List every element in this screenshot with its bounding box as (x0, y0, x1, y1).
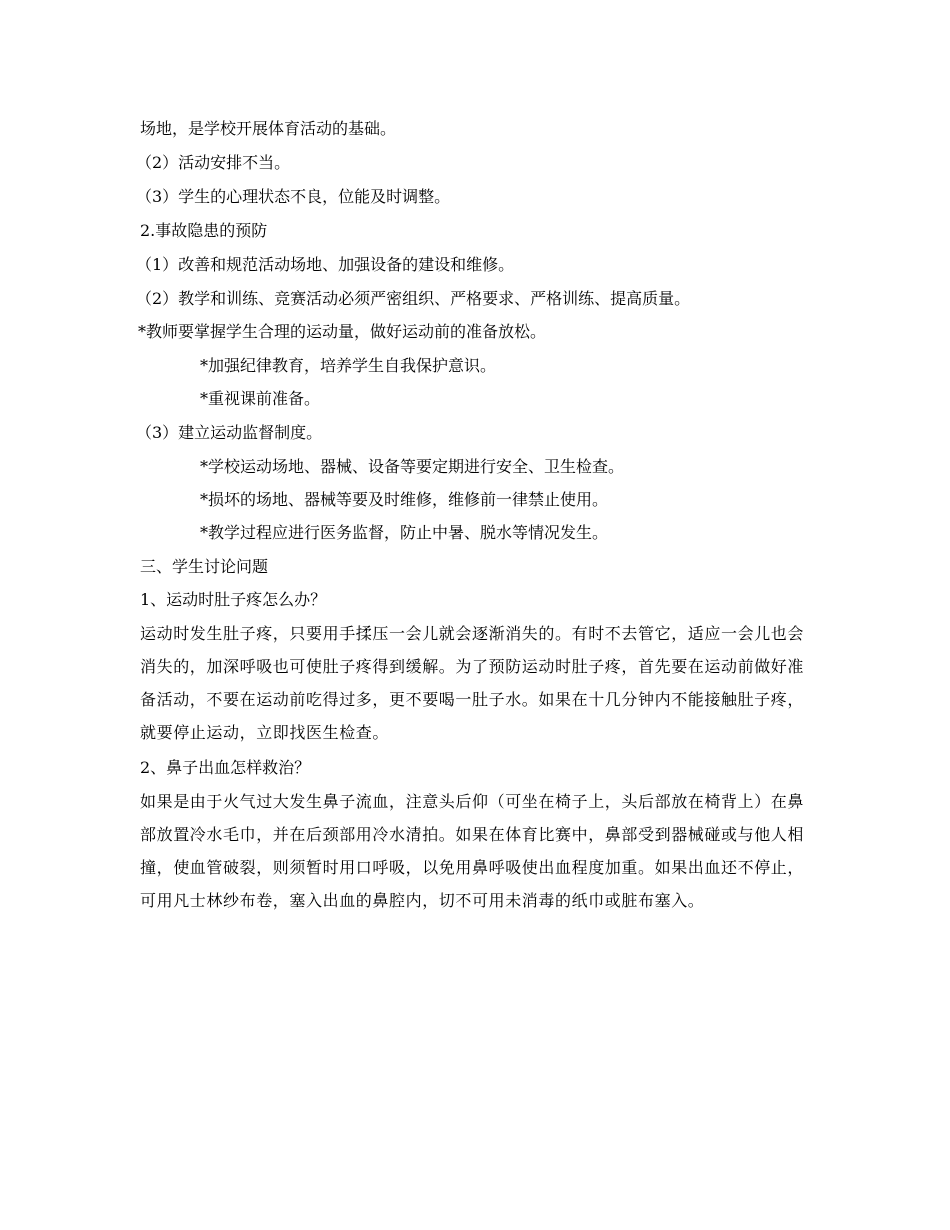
section-heading: 三、学生讨论问题 (140, 557, 269, 576)
bullet-line: *重视课前准备。 (200, 389, 321, 408)
text-line: （3）学生的心理状态不良，位能及时调整。 (136, 187, 451, 206)
bullet-line: *教师要掌握学生合理的运动量，做好运动前的准备放松。 (138, 322, 547, 341)
text-line: （2）教学和训练、竞赛活动必须严密组织、严格要求、严格训练、提高质量。 (136, 289, 691, 308)
text-line: 场地，是学校开展体育活动的基础。 (140, 119, 397, 138)
bullet-line: *加强纪律教育，培养学生自我保护意识。 (200, 356, 497, 375)
text-line: （2）活动安排不当。 (136, 153, 291, 172)
text-line: （1）改善和规范活动场地、加强设备的建设和维修。 (136, 255, 515, 274)
question-heading: 2、鼻子出血怎样救治？ (140, 758, 311, 777)
bullet-line: *教学过程应进行医务监督，防止中暑、脱水等情况发生。 (200, 523, 609, 542)
text-line: （3）建立运动监督制度。 (136, 423, 323, 442)
answer-paragraph: 如果是由于火气过大发生鼻子流血，注意头后仰（可坐在椅子上，头后部放在椅背上）在鼻部放置冷水毛巾，并在后颈部用冷水清拍。如果在体育比赛中，鼻部受到器械碰或与他人相撞，使血管破裂，则须暂时用口呼吸，以免用鼻呼吸使出血程度加重。如果出血还不停止，可用凡士林纱布卷，塞入出血的鼻腔内，切不可用未消毒的纸巾或脏布塞入。 (140, 792, 805, 910)
question-heading: 1、运动时肚子疼怎么办？ (140, 590, 327, 609)
bullet-line: *损坏的场地、器械等要及时维修，维修前一律禁止使用。 (200, 490, 609, 509)
section-heading: 2.事故隐患的预防 (140, 221, 268, 240)
bullet-line: *学校运动场地、器械、设备等要定期进行安全、卫生检查。 (200, 457, 625, 476)
answer-paragraph: 运动时发生肚子疼，只要用手揉压一会儿就会逐渐消失的。有时不去管它，适应一会儿也会消失的，加深呼吸也可使肚子疼得到缓解。为了预防运动时肚子疼，首先要在运动前做好准备活动，不要在运动前吃得过多，更不要喝一肚子水。如果在十几分钟内不能接触肚子疼，就要停止运动，立即找医生检查。 (140, 624, 805, 742)
